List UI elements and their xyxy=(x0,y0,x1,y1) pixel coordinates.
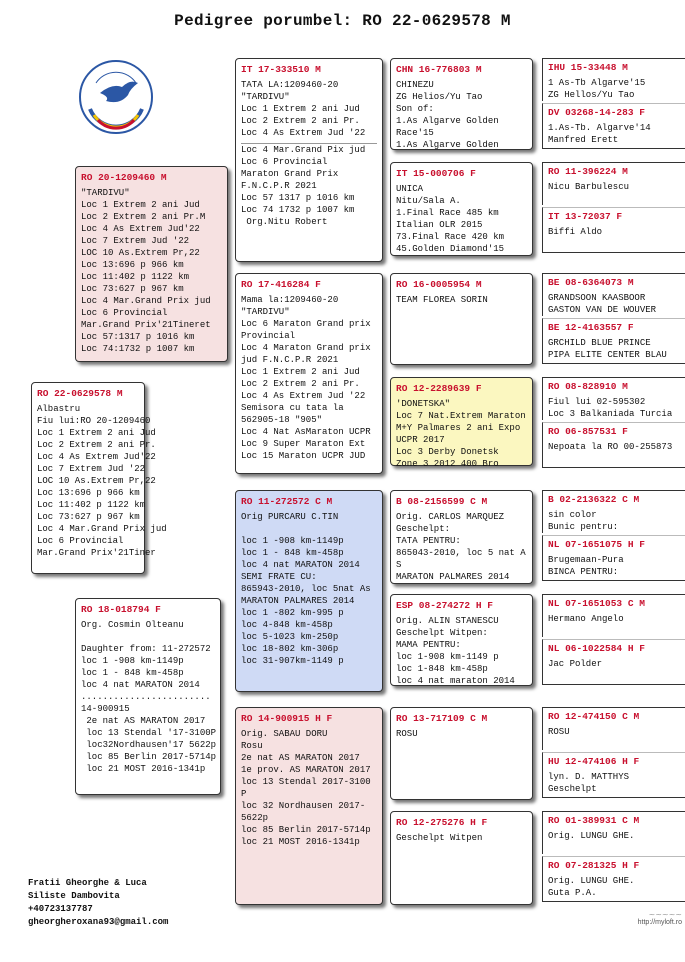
detail-line: loc 85 Berlin 2017-5714p xyxy=(241,825,371,835)
great-grandparent-card-16[interactable] xyxy=(542,856,685,902)
detail-line: loc 1 -908 km-1149p xyxy=(81,656,184,666)
detail-line: BINCA PENTRU: xyxy=(548,567,619,577)
detail-line: 1 As-Tb Algarve'15 xyxy=(548,78,646,88)
detail-line: loc 1 -802 km-995 p xyxy=(241,608,344,618)
g3-details-5 xyxy=(396,511,527,583)
g3-ring-8: RO 12-275276 H F xyxy=(396,817,488,828)
detail-line: PIPA ELITE CENTER BLAU xyxy=(548,350,667,360)
detail-line: ROSU xyxy=(396,729,418,739)
great-grandparent-card-10[interactable] xyxy=(542,535,685,581)
detail-line: Italian OLR 2015 xyxy=(396,220,483,230)
dam-ring: RO 18-018794 F xyxy=(81,604,161,615)
great-grandparent-card-7[interactable] xyxy=(542,377,685,420)
detail-line: ZG Helios/Yu Tao xyxy=(396,92,483,102)
dam-sire-details xyxy=(241,511,377,667)
detail-line: Loc 6 Maraton Grand prix xyxy=(241,319,371,329)
subject-details xyxy=(37,403,167,559)
great-grandparent-ring: RO 12-474150 C M xyxy=(548,711,640,722)
page-title: Pedigree porumbel: RO 22-0629578 M xyxy=(174,12,511,30)
detail-line: loc 1-908 km-1149 p xyxy=(396,652,499,662)
detail-line: SEMI FRATE CU: xyxy=(241,572,317,582)
detail-line: Loc 1 Extrem 2 ani Jud xyxy=(37,428,156,438)
detail-line xyxy=(81,631,215,643)
detail-line: Orig. LUNGU GHE. xyxy=(548,831,635,841)
subject-ring: RO 22-0629578 M xyxy=(37,388,123,399)
g3-card-3[interactable] xyxy=(390,273,533,365)
detail-line: Provincial xyxy=(241,331,296,341)
g3-card-7[interactable] xyxy=(390,707,533,800)
dam-details xyxy=(81,619,215,775)
detail-line: Loc 1 Extrem 2 ani Jud xyxy=(81,200,200,210)
sire-sire-ring: IT 17-333510 M xyxy=(241,64,321,75)
detail-line: Orig. ALIN STANESCU xyxy=(396,616,499,626)
detail-line: Loc 2 Extrem 2 ani Pr. xyxy=(241,116,360,126)
great-grandparent-card-8[interactable] xyxy=(542,422,685,468)
great-grandparent-ring: BE 12-4163557 F xyxy=(548,322,634,333)
detail-line: Loc 11:402 p 1122 km xyxy=(81,272,190,282)
great-grandparent-card-15[interactable] xyxy=(542,811,685,854)
detail-line: Biffi Aldo xyxy=(548,227,603,237)
detail-line: Jac Polder xyxy=(548,659,603,669)
sire-sire-more xyxy=(241,143,377,228)
g3-card-2[interactable] xyxy=(390,162,533,256)
detail-line: "TARDIVU" xyxy=(241,92,290,102)
signature-url: http://myloft.ro xyxy=(637,919,682,926)
detail-line: Loc 6 Provincial xyxy=(241,157,328,167)
great-grandparent-ring: NL 07-1651075 H F xyxy=(548,539,645,550)
detail-line: Loc 4 Maraton Grand prix xyxy=(241,343,371,353)
detail-line: Orig PURCARU C.TIN xyxy=(241,512,339,522)
detail-line: Mar.Grand Prix'21Tiner xyxy=(37,548,156,558)
detail-line: S xyxy=(396,560,402,570)
great-grandparent-card-11[interactable] xyxy=(542,594,685,637)
detail-line: 865043-2010, loc 5 nat A xyxy=(396,548,526,558)
detail-line: Geschelpt Witpen: xyxy=(396,628,488,638)
detail-line: F.N.C.P.R 2021 xyxy=(241,181,317,191)
great-grandparent-ring: NL 06-1022584 H F xyxy=(548,643,645,654)
detail-line: 73.Final Race 420 km xyxy=(396,232,505,242)
sire-details xyxy=(81,187,222,355)
detail-line: 1e prov. AS MARATON 2017 xyxy=(241,765,371,775)
detail-line: Orig. SABAU DORU xyxy=(241,729,328,739)
detail-line: Loc 13:696 p 966 km xyxy=(81,260,184,270)
detail-line: lyn. D. MATTHYS xyxy=(548,772,630,782)
detail-line: Loc 7 Extrem Jud '22 xyxy=(37,464,146,474)
g3-details-7 xyxy=(396,728,527,740)
detail-line: M+Y Palmares 2 ani Expo xyxy=(396,423,521,433)
detail-line: loc 4 nat MARATON 2014 xyxy=(81,680,200,690)
detail-line: Son of: xyxy=(396,104,434,114)
g3-card-1[interactable] xyxy=(390,58,533,150)
detail-line: Loc 4 Mar.Grand Prix jud xyxy=(81,296,211,306)
detail-line: Loc 4 Nat AsMaraton UCPR xyxy=(241,427,371,437)
detail-line: 14-900915 xyxy=(81,704,130,714)
g3-ring-1: CHN 16-776803 M xyxy=(396,64,482,75)
sire-sire-card[interactable] xyxy=(235,58,383,262)
g3-details-1 xyxy=(396,79,527,151)
detail-line: Loc 1 Extrem 2 ani Jud xyxy=(241,104,360,114)
g3-ring-4: RO 12-2289639 F xyxy=(396,383,482,394)
detail-line: Manfred Erett xyxy=(548,135,619,145)
detail-line: Rosu xyxy=(241,741,263,751)
detail-line: Loc 1 Extrem 2 ani Jud xyxy=(241,367,360,377)
detail-line: Loc 57 1317 p 1016 km xyxy=(241,193,355,203)
detail-line: 'DONETSKA" xyxy=(396,399,451,409)
detail-line: loc 21 MOST 2016-1341p xyxy=(241,837,360,847)
sire-dam-ring: RO 17-416284 F xyxy=(241,279,321,290)
detail-line: Loc 3 Balkaniada Turcia xyxy=(548,409,673,419)
great-grandparent-card-9[interactable] xyxy=(542,490,685,533)
g3-details-4 xyxy=(396,398,527,470)
detail-line: TATA LA:1209460-20 xyxy=(241,80,339,90)
g3-card-4[interactable] xyxy=(390,377,533,469)
dove-emblem-icon xyxy=(76,57,156,137)
great-grandparent-ring: RO 08-828910 M xyxy=(548,381,628,392)
detail-line: loc 13 Stendal '17-3100P xyxy=(81,728,217,738)
detail-line: 5622p xyxy=(241,813,269,823)
detail-line: Nepoata la RO 00-255873 xyxy=(548,442,673,452)
detail-line: Loc 7 Nat.Extrem Maraton xyxy=(396,411,526,421)
detail-line: loc 1-848 km-458p xyxy=(396,664,488,674)
detail-line: Loc 11:402 p 1122 km xyxy=(37,500,146,510)
detail-line: Fiul lui 02-595302 xyxy=(548,397,646,407)
detail-line: loc32Nordhausen'17 5622p xyxy=(81,740,217,750)
detail-line: jud F.N.C.P.R 2021 xyxy=(241,355,339,365)
great-grandparent-card-5[interactable] xyxy=(542,273,685,316)
detail-line: Geschelpt xyxy=(548,784,597,794)
detail-line: +40723137787 xyxy=(28,904,93,914)
detail-line: Loc 15 Maraton UCPR JUD xyxy=(241,451,366,461)
great-grandparent-ring: BE 08-6364073 M xyxy=(548,277,634,288)
detail-line: loc 4 nat maraton 2014 xyxy=(396,676,515,686)
detail-line: 2e nat AS MARATON 2017 xyxy=(81,716,206,726)
detail-line: loc 4 nat MARATON 2014 xyxy=(241,560,360,570)
detail-line: Loc 7 Extrem Jud '22 xyxy=(81,236,190,246)
dam-sire-ring: RO 11-272572 C M xyxy=(241,496,333,507)
detail-line: loc 18-802 km-306p xyxy=(241,644,339,654)
signature-scribble: ~~~~~ xyxy=(648,910,682,919)
sire-dam-card[interactable] xyxy=(235,273,383,474)
detail-line: TATA PENTRU: xyxy=(396,536,461,546)
detail-line: MAMA PENTRU: xyxy=(396,640,461,650)
detail-line: loc 1 - 848 km-458p xyxy=(81,668,184,678)
sire-ring: RO 20-1209460 M xyxy=(81,172,167,183)
sire-sire-details xyxy=(241,79,377,139)
detail-line: gheorgheroxana93@gmail.com xyxy=(28,917,169,927)
great-grandparent-ring: HU 12-474106 H F xyxy=(548,756,640,767)
detail-line: 562905-18 "905" xyxy=(241,415,323,425)
detail-line: Guta P.A. xyxy=(548,888,597,898)
detail-line: Loc 6 Provincial xyxy=(37,536,124,546)
detail-line: Race'15 xyxy=(396,128,434,138)
detail-line: Loc 2 Extrem 2 ani Pr. xyxy=(37,440,156,450)
detail-line: GRANDSOON KAASBOOR xyxy=(548,293,646,303)
detail-line: Bunic pentru: xyxy=(548,522,619,532)
detail-line: "TARDIVU" xyxy=(81,188,130,198)
detail-line: Orig. LUNGU GHE. xyxy=(548,876,635,886)
g3-card-5[interactable] xyxy=(390,490,533,584)
detail-line: UCPR 2017 xyxy=(396,435,445,445)
great-grandparent-card-6[interactable] xyxy=(542,318,685,364)
detail-line: Geschelpt: xyxy=(396,524,451,534)
detail-line: 1.As Algarve Golden xyxy=(396,140,499,150)
detail-line: loc 1 - 848 km-458p xyxy=(241,548,344,558)
detail-line: Loc 57:1317 p 1016 km xyxy=(81,332,195,342)
great-grandparent-card-1[interactable] xyxy=(542,58,685,101)
detail-line: loc 32 Nordhausen 2017- xyxy=(241,801,366,811)
detail-line: Albastru xyxy=(37,404,81,414)
detail-line: Orig. CARLOS MARQUEZ xyxy=(396,512,505,522)
detail-line: Nitu/Sala A. xyxy=(396,196,461,206)
g3-ring-2: IT 15-000706 F xyxy=(396,168,476,179)
great-grandparent-ring: NL 07-1651053 C M xyxy=(548,598,645,609)
sire-dam-details xyxy=(241,294,377,462)
great-grandparent-ring: IHU 15-33448 M xyxy=(548,62,628,73)
detail-line: loc 31-907km-1149 p xyxy=(241,656,344,666)
great-grandparent-card-13[interactable] xyxy=(542,707,685,750)
great-grandparent-ring: DV 03268-14-283 F xyxy=(548,107,645,118)
detail-line: Loc 4 As Extrem Jud'22 xyxy=(81,224,200,234)
great-grandparent-ring: RO 01-389931 C M xyxy=(548,815,640,826)
detail-line: Org.Nitu Robert xyxy=(241,217,328,227)
great-grandparent-ring: B 02-2136322 C M xyxy=(548,494,640,505)
g3-ring-6: ESP 08-274272 H F xyxy=(396,600,493,611)
g3-details-3 xyxy=(396,294,527,306)
subject-pigeon-card[interactable] xyxy=(31,382,167,574)
great-grandparent-ring: RO 07-281325 H F xyxy=(548,860,640,871)
detail-line: Zone 3 2012 400 Bro xyxy=(396,459,499,469)
detail-line: Org. Cosmin Olteanu xyxy=(81,620,184,630)
detail-line: Loc 4 As Extrem Jud'22 xyxy=(37,452,156,462)
detail-line: 1.As-Tb. Algarve'14 xyxy=(548,123,651,133)
detail-line: loc 1 -908 km-1149p xyxy=(241,536,344,546)
detail-line: loc 85 Berlin 2017-5714p xyxy=(81,752,217,762)
g3-ring-3: RO 16-0005954 M xyxy=(396,279,482,290)
detail-line: Hermano Angelo xyxy=(548,614,624,624)
detail-line: ZG Hellos/Yu Tao xyxy=(548,90,635,100)
detail-line: "TARDIVU" xyxy=(241,307,290,317)
detail-line: Brugemaan-Pura xyxy=(548,555,624,565)
g3-card-6[interactable] xyxy=(390,594,533,686)
great-grandparent-ring: IT 13-72037 F xyxy=(548,211,623,222)
detail-line: Loc 3 Derby Donetsk xyxy=(396,447,499,457)
dam-card[interactable] xyxy=(75,598,221,795)
detail-line: loc 4-848 km-458p xyxy=(241,620,333,630)
dam-dam-card[interactable] xyxy=(235,707,383,905)
detail-line: 1.Final Race 485 km xyxy=(396,208,499,218)
detail-line: Fratii Gheorghe & Luca xyxy=(28,878,147,888)
great-grandparent-card-12[interactable] xyxy=(542,639,685,685)
detail-line: Loc 73:627 p 967 km xyxy=(81,284,184,294)
detail-line: Geschelpt Witpen xyxy=(396,833,483,843)
great-grandparent-card-2[interactable] xyxy=(542,103,685,149)
detail-line: loc 21 MOST 2016-1341p xyxy=(81,764,206,774)
detail-line: GASTON VAN DE WOUVER xyxy=(548,305,657,315)
detail-line: Loc 73:627 p 967 km xyxy=(37,512,140,522)
detail-line: UNICA xyxy=(396,184,424,194)
detail-line: P xyxy=(241,789,247,799)
detail-line: Siliste Dambovita xyxy=(28,891,120,901)
detail-line: MARATON PALMARES 2014 xyxy=(241,596,355,606)
detail-line: loc 13 Stendal 2017-3100 xyxy=(241,777,371,787)
detail-line: Loc 2 Extrem 2 ani Pr. xyxy=(241,379,360,389)
g3-details-2 xyxy=(396,183,527,255)
g3-card-8[interactable] xyxy=(390,811,533,905)
dam-sire-card[interactable] xyxy=(235,490,383,692)
detail-line: loc 5-1023 km-250p xyxy=(241,632,339,642)
g3-details-6 xyxy=(396,615,527,687)
detail-line xyxy=(241,523,377,535)
detail-line: LOC 10 As.Extrem Pr,22 xyxy=(37,476,156,486)
sire-card[interactable] xyxy=(75,166,228,362)
detail-line: Loc 4 Mar.Grand Prix jud xyxy=(37,524,167,534)
detail-line: 2e nat AS MARATON 2017 xyxy=(241,753,360,763)
great-grandparent-ring: RO 11-396224 M xyxy=(548,166,628,177)
detail-line: Nicu Barbulescu xyxy=(548,182,630,192)
detail-line: ROSU xyxy=(548,727,570,737)
g3-details-8 xyxy=(396,832,527,844)
detail-line: Loc 13:696 p 966 km xyxy=(37,488,140,498)
detail-line: Loc 74 1732 p 1007 km xyxy=(241,205,355,215)
g3-ring-7: RO 13-717109 C M xyxy=(396,713,488,724)
detail-line: Loc 9 Super Maraton Ext xyxy=(241,439,366,449)
g3-ring-5: B 08-2156599 C M xyxy=(396,496,488,507)
detail-line: 865943-2010, loc 5nat As xyxy=(241,584,371,594)
great-grandparent-card-3[interactable] xyxy=(542,162,685,205)
great-grandparent-card-4[interactable] xyxy=(542,207,685,253)
detail-line: Loc 74:1732 p 1007 km xyxy=(81,344,195,354)
dam-dam-details xyxy=(241,728,377,848)
detail-line: MARATON PALMARES 2014 xyxy=(396,572,510,582)
detail-line: Mama la:1209460-20 xyxy=(241,295,339,305)
detail-line: LOC 10 As.Extrem Pr,22 xyxy=(81,248,200,258)
great-grandparent-ring: RO 06-857531 F xyxy=(548,426,628,437)
detail-line: ........................ xyxy=(81,692,211,702)
detail-line: 45.Golden Diamond'15 xyxy=(396,244,505,254)
detail-line: GRCHILD BLUE PRINCE xyxy=(548,338,651,348)
detail-line: 1.As Algarve Golden xyxy=(396,116,499,126)
detail-line: Loc 4 As Extrem Jud '22 xyxy=(241,128,366,138)
detail-line: Mar.Grand Prix'21Tineret xyxy=(81,320,211,330)
detail-line: TEAM FLOREA SORIN xyxy=(396,295,488,305)
detail-line: Semisora cu tata la xyxy=(241,403,344,413)
signature xyxy=(632,910,682,926)
breeder-contact xyxy=(28,877,168,929)
detail-line: Daughter from: 11-272572 xyxy=(81,644,211,654)
dam-dam-ring: RO 14-900915 H F xyxy=(241,713,333,724)
detail-line: Loc 4 Mar.Grand Pix jud xyxy=(241,145,366,155)
federation-logo xyxy=(76,57,156,137)
detail-line: Maraton Grand Prix xyxy=(241,169,339,179)
detail-line: Loc 4 As Extrem Jud '22 xyxy=(241,391,366,401)
great-grandparent-card-14[interactable] xyxy=(542,752,685,798)
detail-line: Fiu lui:RO 20-1209460 xyxy=(37,416,151,426)
detail-line: Loc 6 Provincial xyxy=(81,308,168,318)
detail-line: CHINEZU xyxy=(396,80,434,90)
detail-line: sin color xyxy=(548,510,597,520)
detail-line: Loc 2 Extrem 2 ani Pr.M xyxy=(81,212,206,222)
